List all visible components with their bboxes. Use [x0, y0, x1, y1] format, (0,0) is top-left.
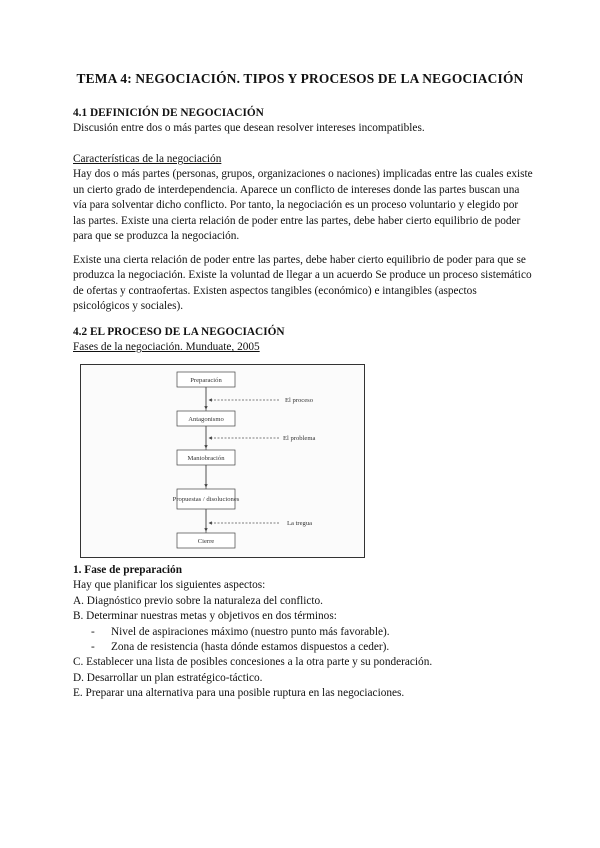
diagram-side-el-proceso [209, 397, 314, 404]
diagram-side-la-tregua [209, 520, 312, 527]
diagram-label-maniobracion: Maniobración [187, 455, 225, 462]
section-heading-definition: 4.1 DEFINICIÓN DE NEGOCIACIÓN [73, 107, 264, 119]
diagram-box-antagonismo [177, 411, 235, 426]
process-subheading: Fases de la negociación. Munduate, 2005 [73, 341, 260, 354]
diagram-side-label-tregua: La tregua [287, 520, 313, 527]
definition-text: Discusión entre dos o más partes que desean resolver intereses incompatibles. [73, 122, 425, 135]
diagram-box-maniobracion [177, 450, 235, 465]
section-phase-preparation [73, 563, 533, 702]
page-title: TEMA 4: NEGOCIACIÓN. TIPOS Y PROCESOS DE LA NEGOCIACIÓN [76, 71, 524, 86]
diagram-label-antagonismo: Antagonismo [188, 416, 224, 423]
phase1-intro: Hay que planificar los siguientes aspectos: [73, 579, 266, 592]
characteristics-paragraph-2: Existe una cierta relación de poder entre las partes, debe haber cierto equilibrio de poder para que se produzca la negociación. Existe la voluntad de llegar a un acuerdo Se produce un proceso sistemático de ofertas y contraofertas. Existen aspectos tangibles (económico) e intangibles (aspectos psicológicos y sociales). [73, 254, 532, 313]
phase1-subitem-resistencia: - Zona de resistencia (hasta dónde estamos dispuestos a ceder). [91, 640, 533, 655]
phase1-item-d: D. Desarrollar un plan estratégico-táctico. [73, 671, 263, 684]
section-heading-process: 4.2 EL PROCESO DE LA NEGOCIACIÓN [73, 326, 285, 338]
diagram-label-cierre: Cierre [197, 538, 215, 545]
section-characteristics-2 [73, 253, 533, 315]
phase1-item-a: A. Diagnóstico previo sobre la naturaleza del conflicto. [73, 594, 324, 607]
phase1-sublist [73, 625, 533, 656]
phase1-subitem-aspiraciones: - Nivel de aspiraciones máximo (nuestro punto más favorable). [91, 625, 533, 640]
diagram-label-preparacion: Preparación [190, 377, 222, 384]
diagram-side-el-problema [209, 435, 315, 442]
diagram-side-label-proceso: El proceso [285, 397, 314, 404]
phase1-item-c: C. Establecer una lista de posibles concesiones a la otra parte y su ponderación. [73, 656, 433, 669]
section-characteristics [73, 152, 533, 244]
section-definition [73, 106, 533, 137]
characteristics-paragraph-1: Hay dos o más partes (personas, grupos, organizaciones o naciones) implicadas entre las cuales existe un cierto grado de interdependencia. Aparece un conflicto de intereses donde las partes buscan una vía para solventar dicho conflicto. Por tanto, la negociación es un proceso voluntario y elegido por las partes. Existe una cierta relación de poder entre las partes, debe haber cierto equilibrio de poder para que se produzca la negociación. [73, 168, 533, 243]
diagram-side-label-problema: El problema [283, 435, 316, 442]
characteristics-subheading: Características de la negociación [73, 153, 222, 165]
negotiation-phases-diagram [80, 364, 365, 558]
diagram-box-propuestas [173, 489, 240, 509]
phase1-heading: 1. Fase de preparación [73, 564, 182, 576]
diagram-box-preparacion [177, 372, 235, 387]
diagram-box-cierre [177, 533, 235, 548]
phase1-item-e: E. Preparar una alternativa para una posible ruptura en las negociaciones. [73, 687, 405, 700]
section-process [73, 325, 533, 356]
diagram-label-propuestas: Propuestas / disoluciones [172, 496, 240, 503]
phase1-item-b: B. Determinar nuestras metas y objetivos en dos términos: [73, 610, 337, 623]
